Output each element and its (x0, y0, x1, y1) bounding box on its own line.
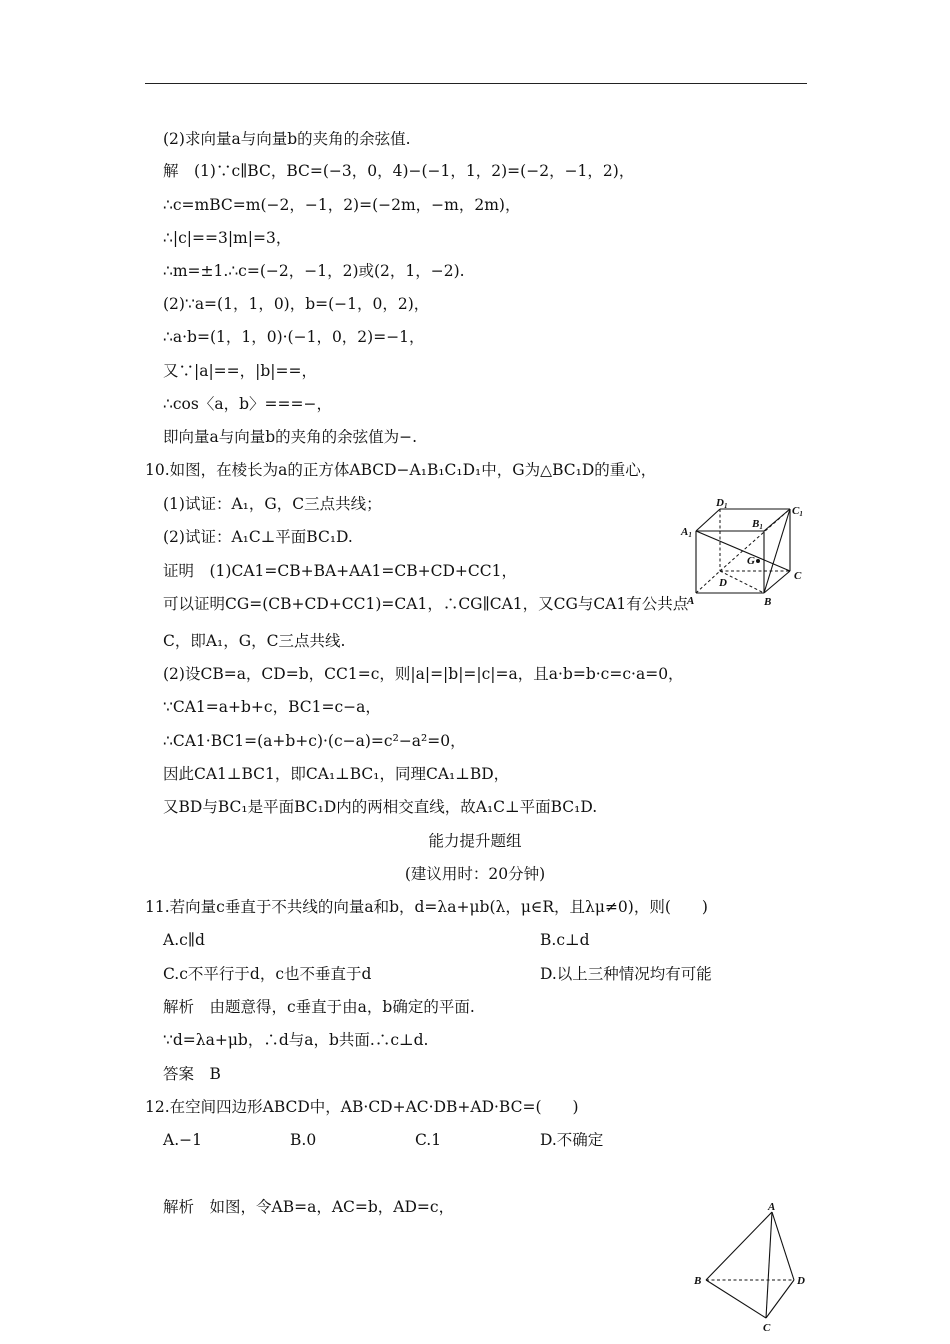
cube-label-C: C (794, 570, 802, 582)
tetra-label-D: D (797, 1275, 805, 1287)
q12-analysis1: 解析 如图，令AB=a，AC=b，AD=c， (163, 1198, 455, 1216)
q10-proof-line2: 可以证明CG=(CB+CD+CC1)=CA1，∴CG∥CA1，又CG与CA1有公共点 (163, 595, 689, 613)
sol9-line7: ∴a·b=(1，1，0)·(−1，0，2)=−1， (163, 328, 425, 346)
sol9-line8: 又∵|a|==，|b|==， (163, 362, 318, 380)
q12-option-a: A.−1 (163, 1131, 202, 1149)
q10-proof-line5: ∵CA1=a+b+c，BC1=c−a， (163, 698, 381, 716)
q10-proof-line1: 证明 (1)CA1=CB+BA+AA1=CB+CD+CC1， (163, 562, 517, 580)
cube-label-D: D (719, 577, 727, 589)
cube-label-G: G (747, 555, 755, 567)
q10-stem: 10.如图，在棱长为a的正方体ABCD−A₁B₁C₁D₁中，G为△BC₁D的重心， (145, 461, 657, 479)
q11-analysis1: 解析 由题意得，c垂直于由a，b确定的平面. (163, 998, 475, 1016)
sol9-line6: (2)∵a=(1，1，0)，b=(−1，0，2)， (163, 295, 430, 313)
q11-analysis2: ∵d=λa+μb，∴d与a，b共面.∴c⊥d. (163, 1031, 429, 1049)
q12-option-d: D.不确定 (540, 1131, 604, 1149)
sol9-line1: (2)求向量a与向量b的夹角的余弦值. (163, 130, 411, 148)
q10-proof-line8: 又BD与BC₁是平面BC₁D内的两相交直线，故A₁C⊥平面BC₁D. (163, 798, 598, 816)
section-title: 能力提升题组 (428, 832, 522, 850)
header-rule (145, 83, 807, 84)
q10-proof-line4: (2)设CB=a，CD=b，CC1=c，则|a|=|b|=|c|=a，且a·b=b·c=c·a=0， (163, 665, 684, 683)
cube-label-A: A (687, 595, 695, 607)
q10-proof-line7: 因此CA1⊥BC1，即CA₁⊥BC₁，同理CA₁⊥BD， (163, 765, 510, 783)
cube-label-B: B (764, 596, 772, 608)
q12-stem: 12.在空间四边形ABCD中，AB·CD+AC·DB+AD·BC=( ) (145, 1098, 579, 1116)
sol9-line5: ∴m=±1.∴c=(−2，−1，2)或(2，1，−2). (163, 262, 465, 280)
q11-option-d: D.以上三种情况均有可能 (540, 965, 712, 983)
tetra-label-C: C (763, 1322, 771, 1334)
q10-proof-line6: ∴CA1·BC1=(a+b+c)·(c−a)=c²−a²=0， (163, 732, 466, 750)
q11-option-a: A.c∥d (163, 931, 205, 949)
cube-figure (678, 495, 810, 613)
svg-text:B1: B1 (752, 518, 763, 531)
centroid-point (756, 559, 760, 563)
q11-stem: 11.若向量c垂直于不共线的向量a和b，d=λa+μb(λ，μ∈R，且λμ≠0)，则( ) (145, 898, 708, 916)
svg-text:C1: C1 (792, 505, 803, 518)
sol9-line4: ∴|c|==3|m|=3， (163, 229, 292, 247)
q10-part2: (2)试证：A₁C⊥平面BC₁D. (163, 528, 353, 546)
sol9-line10: 即向量a与向量b的夹角的余弦值为−. (163, 428, 418, 446)
q11-option-b: B.c⊥d (540, 931, 590, 949)
sol9-line2: 解 (1)∵c∥BC，BC=(−3，0，4)−(−1，1，2)=(−2，−1，2)， (163, 162, 635, 180)
sol9-line3: ∴c=mBC=m(−2，−1，2)=(−2m，−m，2m)， (163, 196, 521, 214)
tetra-label-B: B (694, 1275, 702, 1287)
tetra-label-A: A (768, 1201, 776, 1213)
svg-text:D1: D1 (716, 497, 728, 510)
sol9-line9: ∴cos〈a，b〉===−， (163, 395, 332, 413)
svg-text:A1: A1 (681, 526, 692, 539)
section-subtitle: (建议用时：20分钟) (404, 865, 546, 883)
tetrahedron-figure (690, 1200, 815, 1334)
q12-option-b: B.0 (290, 1131, 317, 1149)
q10-part1: (1)试证：A₁，G，C三点共线； (163, 495, 382, 513)
q11-answer: 答案 B (163, 1065, 221, 1083)
q10-proof-line3: C，即A₁，G，C三点共线. (163, 632, 346, 650)
q12-option-c: C.1 (415, 1131, 442, 1149)
q11-option-c: C.c不平行于d，c也不垂直于d (163, 965, 372, 983)
